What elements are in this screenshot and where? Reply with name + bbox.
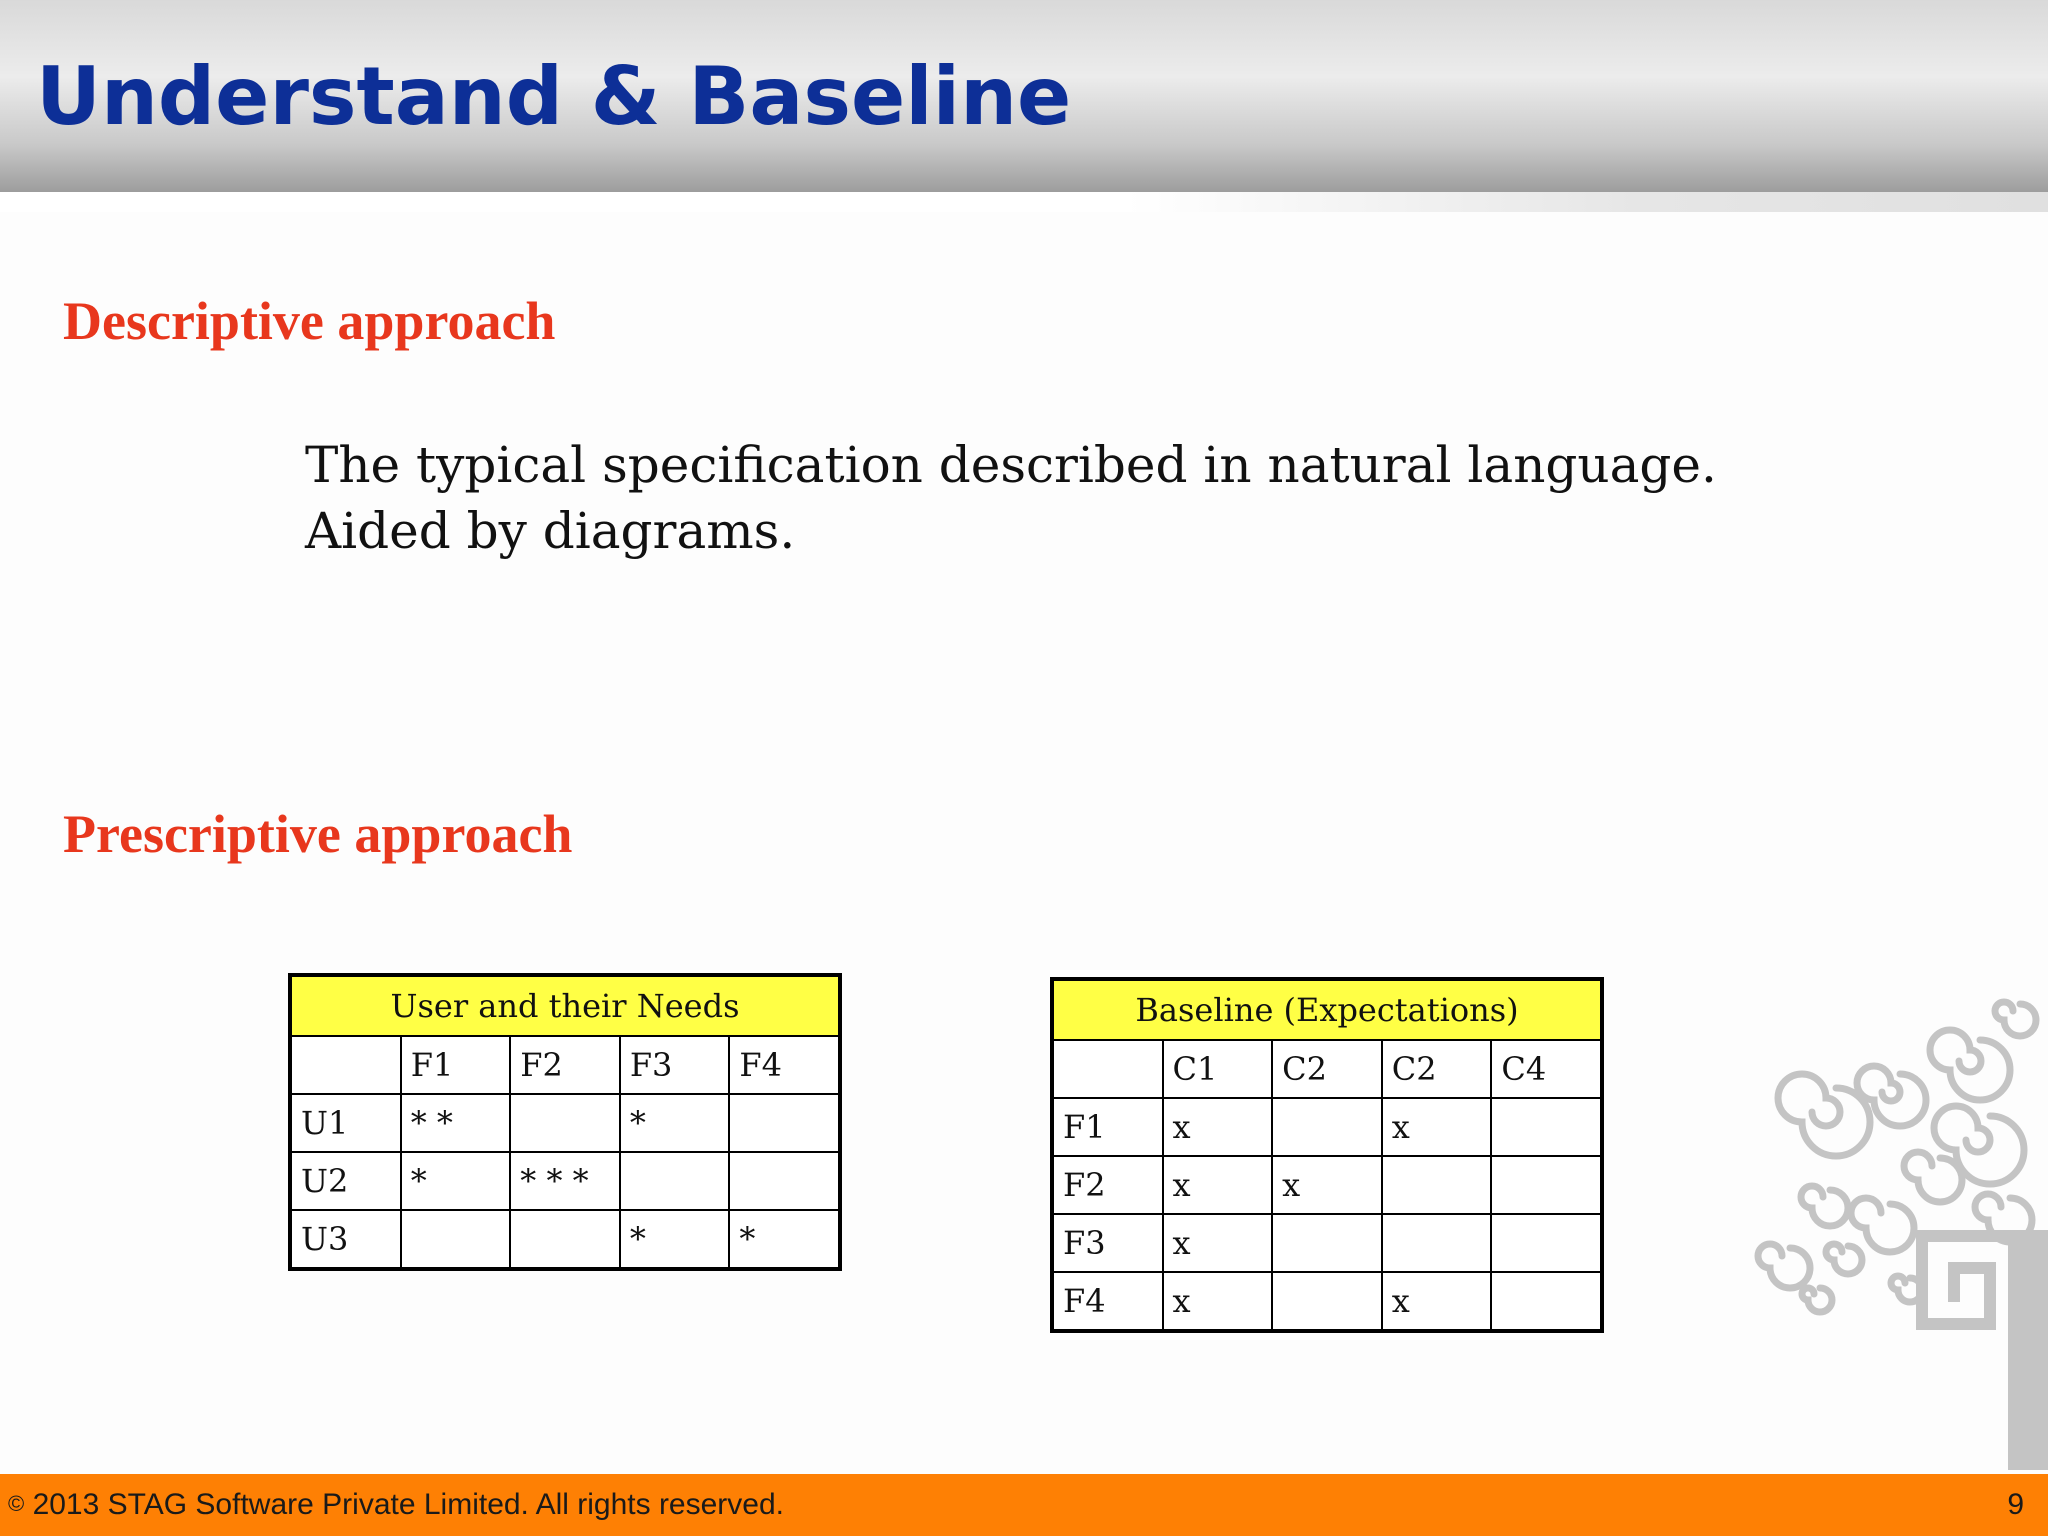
baseline-table-caption: Baseline (Expectations) (1052, 979, 1602, 1040)
table-header-cell (1052, 1040, 1163, 1098)
descriptive-line-2: Aided by diagrams. (305, 502, 796, 560)
users-needs-table (288, 973, 842, 1271)
table-header-cell: F4 (729, 1036, 840, 1094)
table-header-cell: F2 (510, 1036, 620, 1094)
table-header-cell: C4 (1491, 1040, 1602, 1098)
table-row (1052, 1040, 1602, 1098)
table-cell (620, 1152, 730, 1210)
slide-footer (0, 1474, 2048, 1536)
header-underline-strip (0, 192, 2048, 212)
slide-title: Understand & Baseline (36, 50, 1072, 143)
table-cell: * * * (510, 1152, 620, 1210)
table-header-cell: C2 (1272, 1040, 1382, 1098)
table-cell (510, 1094, 620, 1152)
table-cell (729, 1152, 840, 1210)
table-cell: x (1163, 1098, 1273, 1156)
table-cell: F1 (1052, 1098, 1163, 1156)
swirl-tree-icon (1740, 990, 2048, 1470)
table-cell: * (620, 1094, 730, 1152)
table-row (290, 1152, 840, 1210)
table-cell: * (620, 1210, 730, 1269)
table-cell: U3 (290, 1210, 401, 1269)
table-row (290, 1036, 840, 1094)
table-cell: x (1163, 1272, 1273, 1331)
table-row (1052, 1272, 1602, 1331)
page-number: 9 (2007, 1488, 2024, 1521)
table-cell (1491, 1156, 1602, 1214)
descriptive-line-1: The typical specification described in natural language. (305, 436, 1717, 494)
table-cell (1382, 1214, 1492, 1272)
descriptive-heading: Descriptive approach (63, 291, 556, 351)
table-cell: x (1382, 1272, 1492, 1331)
table-cell (1382, 1156, 1492, 1214)
table-row (1052, 1214, 1602, 1272)
table-row (1052, 1156, 1602, 1214)
table-header-cell: C2 (1382, 1040, 1492, 1098)
table-cell (401, 1210, 511, 1269)
table-row (1052, 1098, 1602, 1156)
table-cell (1491, 1214, 1602, 1272)
table-header-cell: F1 (401, 1036, 511, 1094)
table-cell: x (1163, 1156, 1273, 1214)
table-cell (510, 1210, 620, 1269)
table-header-cell: F3 (620, 1036, 730, 1094)
table-cell (1272, 1272, 1382, 1331)
table-cell: F3 (1052, 1214, 1163, 1272)
table-cell (1272, 1098, 1382, 1156)
table-cell: * * (401, 1094, 511, 1152)
table-cell: * (729, 1210, 840, 1269)
copyright-notice (8, 1488, 784, 1522)
prescriptive-heading: Prescriptive approach (63, 804, 573, 864)
table-cell (1272, 1214, 1382, 1272)
table-cell: U2 (290, 1152, 401, 1210)
baseline-expectations-table (1050, 977, 1604, 1333)
table-header-cell (290, 1036, 401, 1094)
table-cell: U1 (290, 1094, 401, 1152)
table-row (290, 1210, 840, 1269)
table-cell: x (1163, 1214, 1273, 1272)
table-cell: F2 (1052, 1156, 1163, 1214)
table-cell: x (1382, 1098, 1492, 1156)
table-row (290, 1094, 840, 1152)
descriptive-text (305, 432, 1717, 564)
copyright-symbol: © (8, 1491, 25, 1516)
table-cell (729, 1094, 840, 1152)
table-cell (1491, 1272, 1602, 1331)
table-cell: * (401, 1152, 511, 1210)
users-table-caption: User and their Needs (290, 975, 840, 1036)
table-cell: x (1272, 1156, 1382, 1214)
table-header-cell: C1 (1163, 1040, 1273, 1098)
copyright-text: 2013 STAG Software Private Limited. All rights reserved. (32, 1488, 784, 1521)
table-cell: F4 (1052, 1272, 1163, 1331)
table-cell (1491, 1098, 1602, 1156)
